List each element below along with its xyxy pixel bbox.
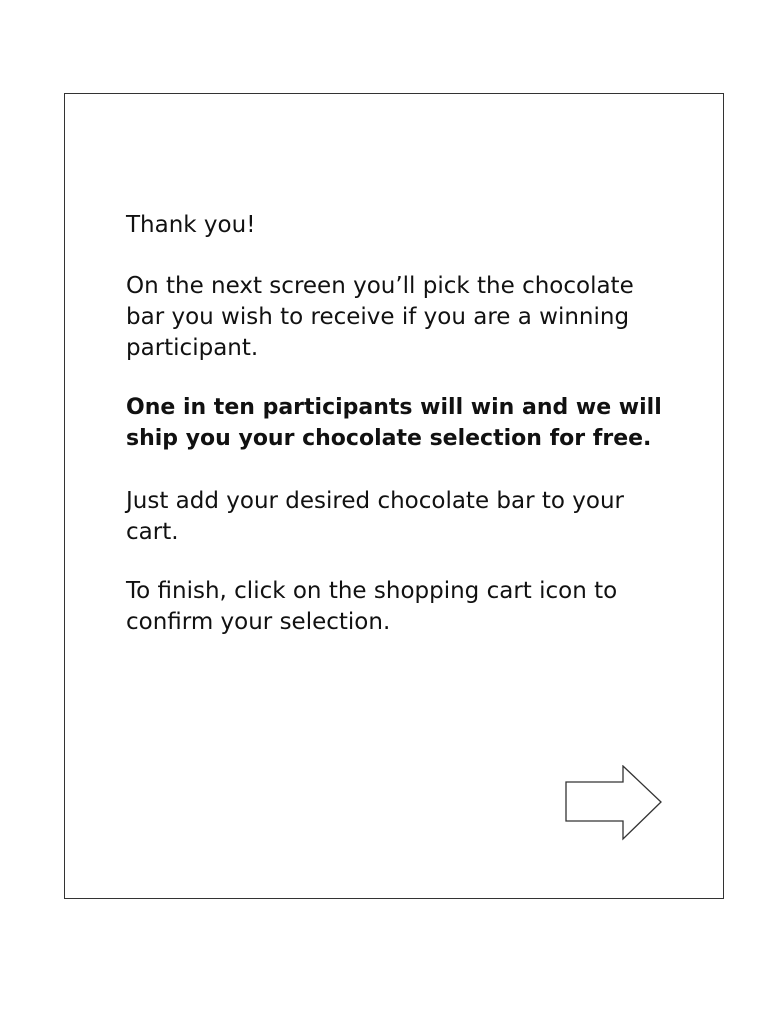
add-to-cart-paragraph: Just add your desired chocolate bar to your cart. xyxy=(126,488,624,545)
instruction-text xyxy=(126,210,666,666)
next-button[interactable] xyxy=(565,765,663,843)
instruction-panel xyxy=(64,93,724,899)
right-arrow-icon xyxy=(565,765,663,843)
finish-paragraph: To finish, click on the shopping cart icon to confirm your selection. xyxy=(126,578,618,635)
winner-paragraph: One in ten participants will win and we will ship you your chocolate selection for free. xyxy=(126,395,662,451)
thank-you-heading: Thank you! xyxy=(126,212,256,238)
next-screen-paragraph: On the next screen you’ll pick the chocolate bar you wish to receive if you are a winning participant. xyxy=(126,273,634,361)
